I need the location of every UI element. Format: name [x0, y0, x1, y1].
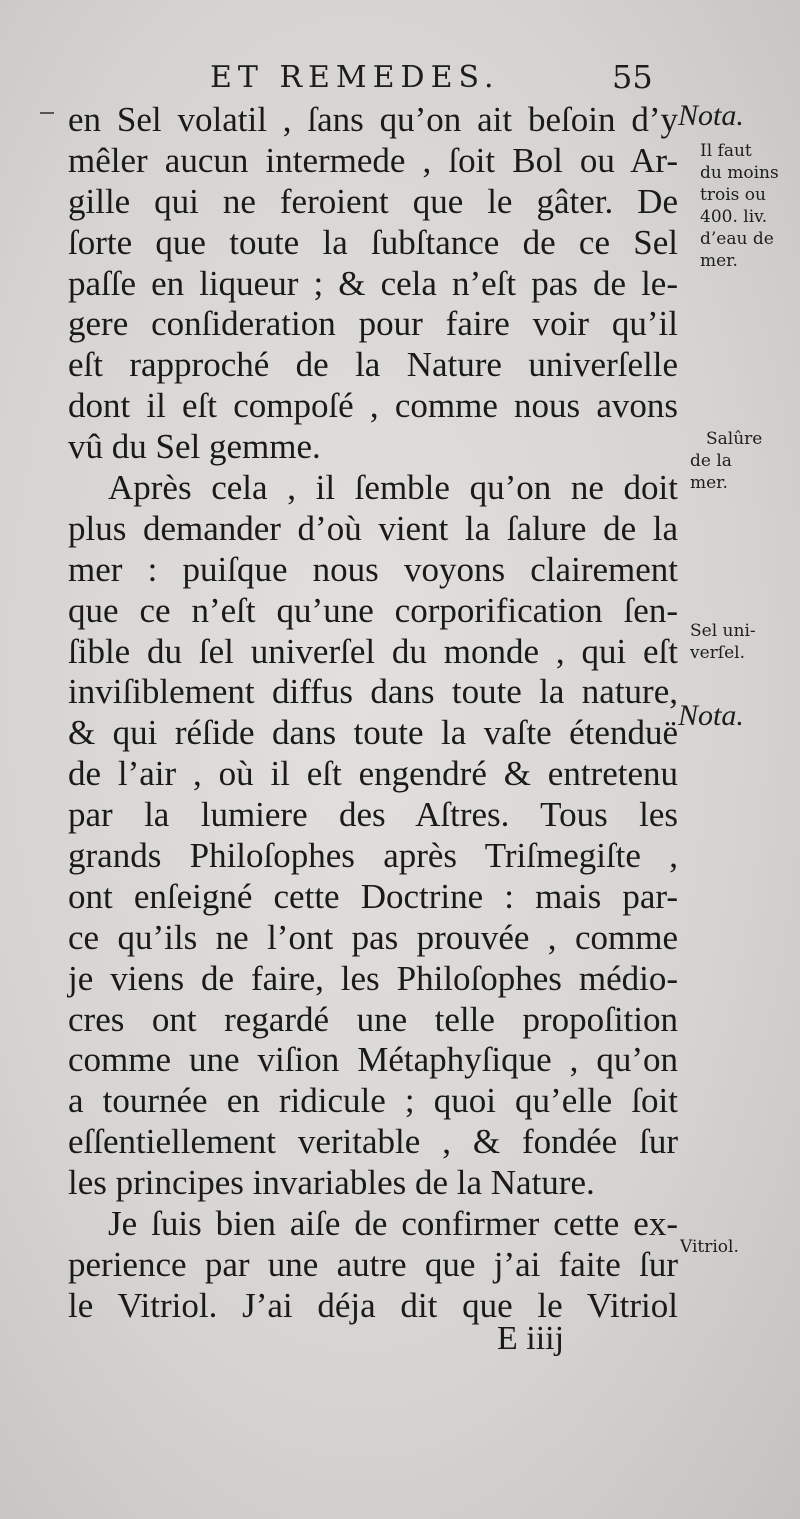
text-line: paſſe en liqueur ; & cela n’eſt pas de le- — [68, 263, 678, 303]
text-line: gere conſideration pour faire voir qu’il — [68, 304, 678, 344]
text-line: eſt rapproché de la Nature univerſelle — [68, 345, 678, 385]
text-line: ont enſeigné cette Doctrine : mais par- — [68, 876, 678, 916]
body-text — [68, 100, 678, 1327]
margin-note-line: mer. — [690, 473, 728, 493]
text-line: en Sel volatil , ſans qu’on ait beſoin d’y — [68, 100, 678, 139]
margin-note-sel-universel — [690, 620, 800, 664]
text-line: je viens de faire, les Philoſophes médio- — [68, 958, 678, 998]
margin-note-line: de la — [690, 451, 732, 471]
margin-note-eau-de-mer — [700, 140, 800, 272]
text-line: cres ont regardé une telle propoſition — [68, 999, 678, 1039]
text-line: a tournée en ridicule ; quoi qu’elle ſoit — [68, 1081, 678, 1121]
text-line: par la lumiere des Aſtres. Tous les — [68, 795, 678, 835]
text-line: le Vitriol. J’ai déja dit que le Vitriol — [68, 1285, 678, 1325]
text-line: de l’air , où il eſt engendré & entretenu — [68, 754, 678, 794]
page-number: 55 — [612, 58, 653, 96]
text-line: ce qu’ils ne l’ont pas prouvée , comme — [68, 917, 678, 957]
margin-note-nota-2: Nota. — [678, 699, 744, 732]
text-line: inviſiblement diffus dans toute la nature, — [68, 672, 678, 712]
margin-note-vitriol: Vitriol. — [680, 1237, 739, 1257]
margin-note-line: Salûre — [706, 429, 763, 449]
margin-note-salure-de-la-mer — [690, 428, 800, 494]
text-line: eſſentiellement veritable , & fondée ſur — [68, 1122, 678, 1162]
margin-note-line: 400. liv. — [700, 207, 768, 227]
margin-note-line: Il faut — [700, 141, 752, 161]
margin-note-line: du moins — [700, 163, 779, 183]
ink-mark — [40, 112, 54, 114]
margin-note-line: verſel. — [690, 643, 745, 663]
margin-note-line: trois ou — [700, 185, 766, 205]
text-line: Après cela , il ſemble qu’on ne doit — [108, 468, 678, 508]
margin-note-line: Sel uni- — [690, 621, 756, 641]
text-line: vû du Sel gemme. — [68, 427, 321, 467]
text-line: plus demander d’où vient la ſalure de la — [68, 508, 678, 548]
text-line: ſible du ſel univerſel du monde , qui eſt — [68, 631, 678, 671]
running-title: ET REMEDES. — [210, 60, 500, 95]
text-line: gille qui ne feroient que le gâter. De — [68, 181, 678, 221]
margin-note-nota-1: Nota. — [678, 99, 744, 132]
text-line: dont il eſt compoſé , comme nous avons — [68, 386, 678, 426]
text-line: & qui réſide dans toute la vaſte étenduë — [68, 713, 678, 753]
text-line: les principes invariables de la Nature. — [68, 1163, 595, 1203]
margin-note-line: mer. — [700, 251, 738, 271]
text-line: que ce n’eſt qu’une corporification ſen- — [68, 590, 678, 630]
text-line: mer : puiſque nous voyons clairement — [68, 549, 678, 589]
text-line: ſorte que toute la ſubſtance de ce Sel — [68, 222, 678, 262]
catchword-signature: E iiij — [497, 1320, 565, 1357]
text-line: mêler aucun intermede , ſoit Bol ou Ar- — [68, 140, 678, 180]
text-line: grands Philoſophes après Triſmegiſte , — [68, 836, 678, 876]
text-line: perience par une autre que j’ai faite ſur — [68, 1244, 678, 1284]
text-line: comme une viſion Métaphyſique , qu’on — [68, 1040, 678, 1080]
margin-note-line: d’eau de — [700, 229, 774, 249]
text-line: Je ſuis bien aiſe de confirmer cette ex- — [108, 1204, 678, 1244]
